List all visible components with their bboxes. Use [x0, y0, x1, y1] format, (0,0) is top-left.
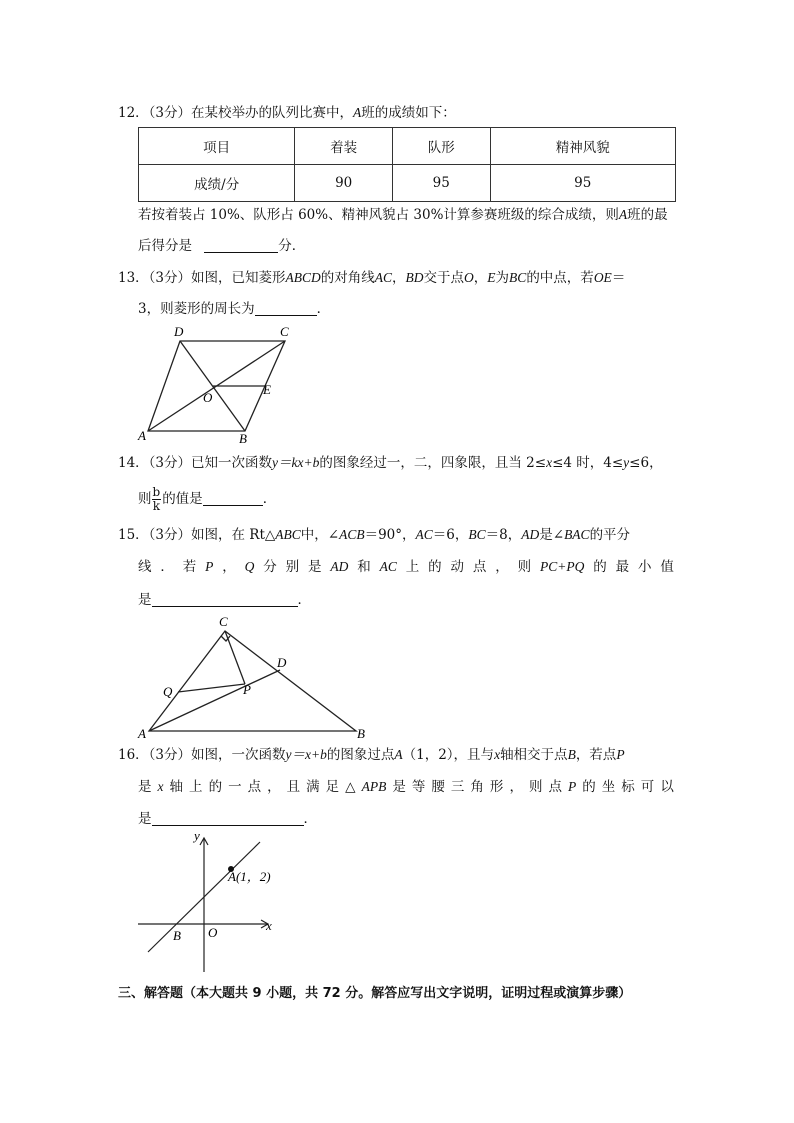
table-cell: 95 [392, 165, 490, 202]
label-x: x [266, 918, 272, 933]
q14-line2: 则 $\frac{b}{k}$ 的值是 ． [138, 485, 277, 513]
q13-line2: 3，则菱形的周长为 ． [138, 301, 331, 317]
answer-blank[interactable] [152, 811, 304, 826]
score-table [138, 127, 676, 202]
table-header-cell: 队形 [392, 128, 490, 165]
table-header-cell: 精神风貌 [490, 128, 675, 165]
q15-line2: 线 ． 若 P ， Q 分 别 是 AD 和 AC 上 的 动 点 ， 则 PC+PQ 的 最 小 值 [138, 559, 674, 575]
fraction-b-over-k: $\frac{b}{k}$ [152, 485, 161, 513]
q15-line3: 是 ． [138, 592, 311, 608]
coordinate-figure [130, 828, 280, 978]
table-header-row [139, 128, 676, 165]
label-p: P [243, 682, 251, 697]
q12-line1: 12．（3分）在某校举办的队列比赛中，A班的成绩如下： [118, 105, 456, 121]
table-header-cell: 项目 [139, 128, 295, 165]
triangle-figure [130, 612, 380, 742]
q16-line1: 16．（3分）如图，一次函数y＝x+b的图象过点A（1，2），且与x轴相交于点B，若点P [118, 747, 625, 763]
label-e: E [263, 382, 271, 397]
label-y: y [194, 828, 200, 843]
label-c: C [280, 324, 289, 339]
q12-line3: 后得分是 分． [138, 238, 306, 254]
q16-line2: 是 x 轴 上 的 一 点 ， 且 满 足 △ APB 是 等 腰 三 角 形 ， 则 点 P 的 坐 标 可 以 [138, 779, 674, 795]
q15-line1: 15．（3分）如图，在 Rt△ABC中，∠ACB＝90°，AC＝6，BC＝8，AD是∠BAC的平分 [118, 527, 631, 543]
label-q: Q [163, 684, 173, 699]
section-heading: 三、解答题（本大题共 9 小题，共 72 分。解答应写出文字说明，证明过程或演算步骤） [118, 986, 632, 1001]
label-a: A [138, 726, 146, 741]
segment-ad [149, 670, 280, 731]
answer-blank[interactable] [203, 491, 263, 506]
label-d: D [174, 324, 184, 339]
label-b: B [239, 431, 247, 446]
answer-blank[interactable] [152, 592, 298, 607]
label-a: A [138, 428, 146, 443]
label-a: A(1，2) [228, 869, 271, 884]
label-o: O [203, 390, 213, 405]
label-d: D [277, 655, 287, 670]
answer-blank[interactable] [204, 238, 278, 253]
q16-line3: 是 ． [138, 811, 317, 827]
table-cell: 95 [490, 165, 675, 202]
q14-line1: 14．（3分）已知一次函数y＝kx+b的图象经过一，二，四象限，且当 2≤x≤4 时，4≤y≤6， [118, 455, 663, 471]
q13-line1: 13．（3分）如图，已知菱形ABCD的对角线AC，BD交于点O，E为BC的中点，若OE＝ [118, 270, 626, 286]
label-b: B [357, 726, 365, 741]
label-b: B [173, 928, 181, 943]
answer-blank[interactable] [255, 301, 317, 316]
table-row [139, 165, 676, 202]
rhombus-figure [130, 320, 300, 450]
table-cell: 成绩/分 [139, 165, 295, 202]
table-cell: 90 [295, 165, 393, 202]
label-o: O [208, 925, 218, 940]
table-header-cell: 着装 [295, 128, 393, 165]
q12-line2: 若按着装占 10%、队形占 60%、精神风貌占 30%计算参赛班级的综合成绩，则A班的最 [138, 207, 668, 223]
label-c: C [219, 614, 228, 629]
